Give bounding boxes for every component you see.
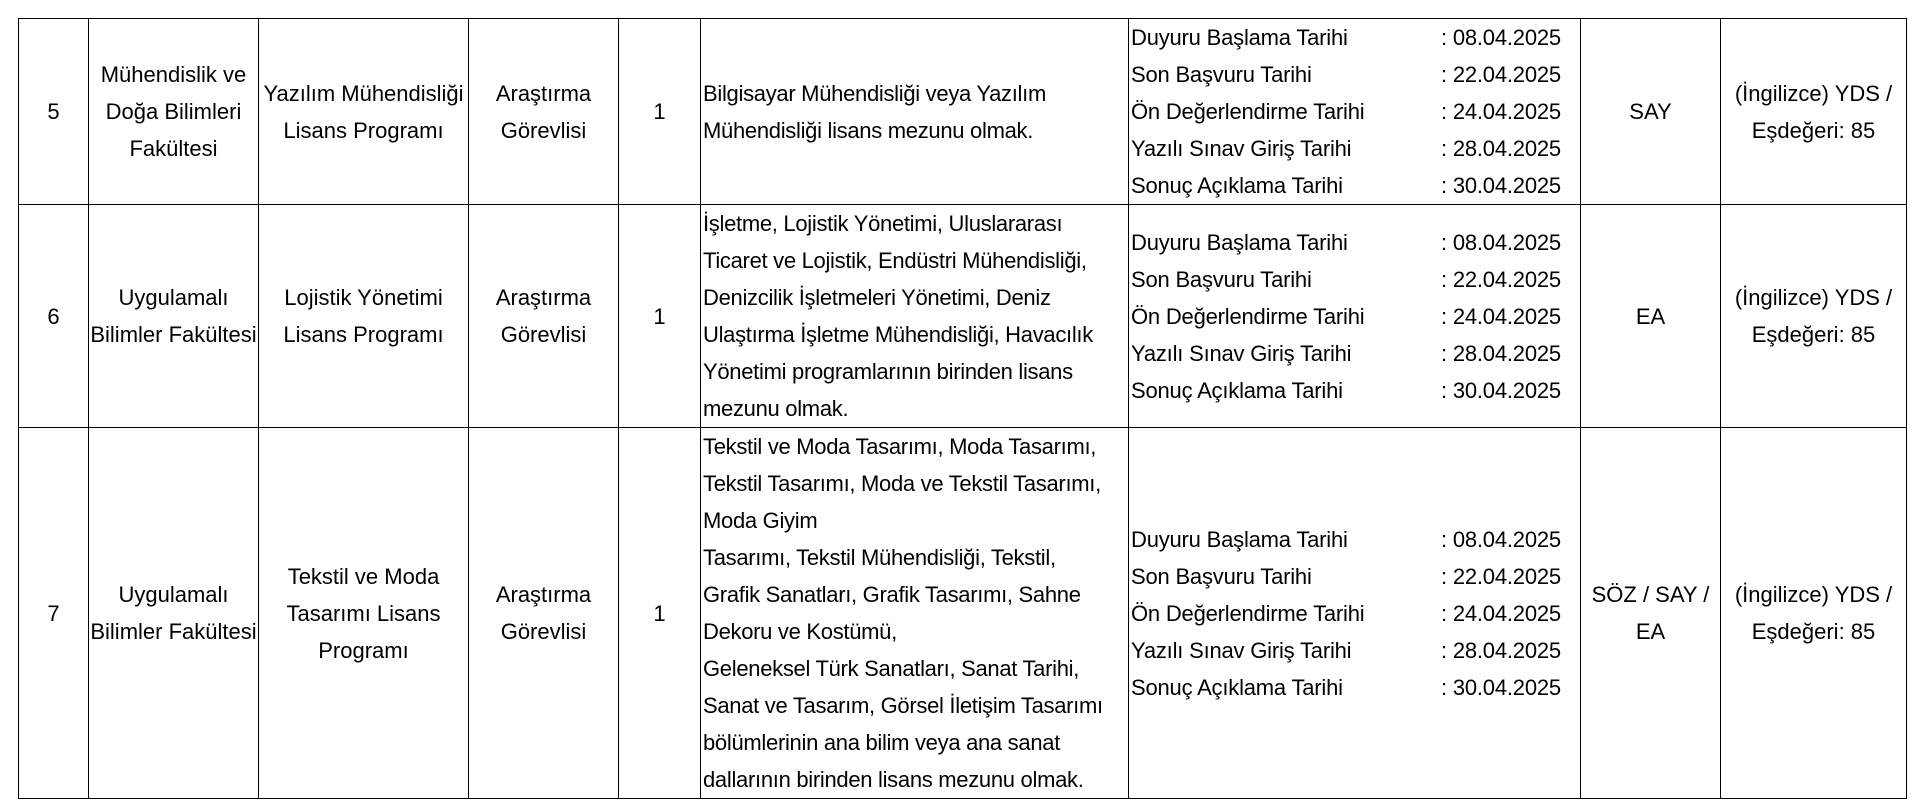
schedule-date-value: : 30.04.2025 [1441,173,1561,198]
faculty-cell-line: Bilimler Fakültesi [90,619,257,644]
faculty-cell-line: Fakültesi [129,136,218,161]
position-title-cell-line: Görevlisi [500,117,587,143]
faculty-cell-line: Doğa Bilimleri [105,99,242,124]
requirements-cell-line: Ticaret ve Lojistik, Endüstri Mühendisliği, [703,248,1087,273]
schedule-date-line [1131,558,1580,595]
schedule-date-line [1131,19,1580,56]
faculty-cell-line: Bilimler Fakültesi [90,322,257,347]
ales-score-type-cell-line: EA [1635,303,1666,329]
position-title-cell [469,19,619,205]
requirements-cell-line: Dekoru ve Kostümü, [703,619,897,644]
schedule-date-line [1131,56,1580,93]
language-requirement-cell-line: Eşdeğeri: 85 [1751,619,1876,644]
faculty-cell [89,19,259,205]
schedule-date-line [1131,298,1580,335]
position-count-cell: 1 [619,428,701,799]
schedule-date-label: Ön Değerlendirme Tarihi [1131,600,1365,626]
requirements-cell-line: Grafik Sanatları, Grafik Tasarımı, Sahne [703,582,1081,607]
ales-score-type-cell [1581,428,1721,799]
schedule-date-value: : 08.04.2025 [1441,25,1561,50]
position-title-cell-line: Araştırma [495,80,592,106]
requirements-cell-line: Tekstil ve Moda Tasarımı, Moda Tasarımı, [703,434,1097,459]
schedule-date-label: Son Başvuru Tarihi [1131,563,1312,589]
schedule-date-line [1131,372,1580,409]
schedule-date-label: Son Başvuru Tarihi [1131,266,1312,292]
requirements-cell-line: İşletme, Lojistik Yönetimi, Uluslararası [703,211,1063,236]
schedule-date-label: Ön Değerlendirme Tarihi [1131,99,1365,124]
schedule-date-value: : 30.04.2025 [1441,674,1561,700]
requirements-cell [701,19,1129,205]
requirements-cell-line: mezunu olmak. [703,396,849,421]
requirements-cell-line: Tekstil Tasarımı, Moda ve Tekstil Tasarımı, [703,471,1101,496]
schedule-date-value: : 22.04.2025 [1441,563,1561,589]
ales-score-type-cell [1581,205,1721,428]
schedule-date-label: Duyuru Başlama Tarihi [1131,229,1348,255]
faculty-cell-line: Uygulamalı [118,582,229,607]
requirements-cell-line: Mühendisliği lisans mezunu olmak. [703,117,1034,143]
schedule-date-value: : 24.04.2025 [1441,600,1561,626]
schedule-date-line [1131,632,1580,669]
requirements-cell-line: Geleneksel Türk Sanatları, Sanat Tarihi, [703,656,1080,681]
position-title-cell-line: Görevlisi [500,322,587,347]
position-title-cell-line: Araştırma [495,285,592,310]
schedule-date-line [1131,130,1580,167]
schedule-date-value: : 08.04.2025 [1441,229,1561,255]
language-requirement-cell-line: Eşdeğeri: 85 [1751,117,1876,143]
table-row [19,428,1907,799]
schedule-date-line [1131,261,1580,298]
language-requirement-cell-line: (İngilizce) YDS / [1734,80,1893,106]
program-cell-line: Yazılım Mühendisliği [263,80,464,106]
requirements-cell-line: bölümlerinin ana bilim veya ana sanat [703,730,1061,755]
program-cell-line: Tasarımı Lisans [286,600,441,626]
row-number-cell: 7 [19,428,89,799]
schedule-date-value: : 08.04.2025 [1441,526,1561,552]
schedule-date-value: : 22.04.2025 [1441,62,1561,87]
schedule-dates-cell [1129,19,1581,205]
position-title-cell-line: Görevlisi [500,619,587,644]
table-body [19,19,1907,799]
schedule-date-label: Duyuru Başlama Tarihi [1131,25,1348,50]
language-requirement-cell-line: (İngilizce) YDS / [1734,582,1893,607]
schedule-date-label: Sonuç Açıklama Tarihi [1131,674,1343,700]
ales-score-type-cell-line: SAY [1629,99,1672,124]
schedule-date-value: : 28.04.2025 [1441,637,1561,663]
program-cell-line: Programı [318,637,409,663]
requirements-cell-line: Ulaştırma İşletme Mühendisliği, Havacılık [703,322,1093,347]
requirements-cell-line: Denizcilik İşletmeleri Yönetimi, Deniz [703,285,1051,310]
program-cell [259,428,469,799]
schedule-date-value: : 28.04.2025 [1441,340,1561,366]
requirements-cell-line: Sanat ve Tasarım, Görsel İletişim Tasarımı [703,693,1103,718]
position-title-cell [469,428,619,799]
program-cell-line: Lisans Programı [283,322,444,347]
language-requirement-cell [1721,19,1907,205]
schedule-date-value: : 30.04.2025 [1441,377,1561,403]
language-requirement-cell [1721,428,1907,799]
program-cell-line: Tekstil ve Moda [287,563,440,589]
schedule-date-label: Sonuç Açıklama Tarihi [1131,377,1343,403]
schedule-date-value: : 24.04.2025 [1441,303,1561,329]
requirements-cell-line: dallarının birinden lisans mezunu olmak. [703,767,1084,792]
ales-score-type-cell-line: SÖZ / SAY / [1591,582,1710,607]
schedule-date-label: Son Başvuru Tarihi [1131,62,1312,87]
faculty-cell [89,205,259,428]
table-row [19,205,1907,428]
requirements-cell-line: Yönetimi programlarının birinden lisans [703,359,1073,384]
ales-score-type-cell-line: EA [1635,619,1666,644]
requirements-cell [701,428,1129,799]
faculty-cell [89,428,259,799]
schedule-date-label: Yazılı Sınav Giriş Tarihi [1131,340,1352,366]
position-count-cell: 1 [619,19,701,205]
program-cell [259,205,469,428]
schedule-date-line [1131,224,1580,261]
program-cell [259,19,469,205]
schedule-date-label: Yazılı Sınav Giriş Tarihi [1131,637,1352,663]
program-cell-line: Lisans Programı [283,117,444,143]
schedule-date-value: : 24.04.2025 [1441,99,1561,124]
schedule-date-line [1131,167,1580,204]
schedule-date-label: Yazılı Sınav Giriş Tarihi [1131,136,1352,161]
position-count-cell: 1 [619,205,701,428]
requirements-cell-line: Moda Giyim [703,508,818,533]
requirements-cell-line: Bilgisayar Mühendisliği veya Yazılım [703,80,1046,106]
schedule-date-value: : 28.04.2025 [1441,136,1561,161]
faculty-cell-line: Uygulamalı [118,285,229,310]
positions-table [18,18,1907,799]
row-number-cell: 5 [19,19,89,205]
faculty-cell-line: Mühendislik ve [100,62,247,87]
language-requirement-cell [1721,205,1907,428]
schedule-date-line [1131,595,1580,632]
schedule-dates-cell [1129,205,1581,428]
schedule-date-line [1131,669,1580,706]
language-requirement-cell-line: Eşdeğeri: 85 [1751,322,1876,347]
schedule-date-label: Sonuç Açıklama Tarihi [1131,173,1343,198]
requirements-cell-line: Tasarımı, Tekstil Mühendisliği, Tekstil, [703,545,1056,570]
schedule-date-label: Duyuru Başlama Tarihi [1131,526,1348,552]
schedule-date-line [1131,93,1580,130]
schedule-date-line [1131,521,1580,558]
ales-score-type-cell [1581,19,1721,205]
language-requirement-cell-line: (İngilizce) YDS / [1734,285,1893,310]
row-number-cell: 6 [19,205,89,428]
schedule-date-value: : 22.04.2025 [1441,266,1561,292]
schedule-dates-cell [1129,428,1581,799]
table-row [19,19,1907,205]
program-cell-line: Lojistik Yönetimi [284,285,443,310]
schedule-date-label: Ön Değerlendirme Tarihi [1131,303,1365,329]
schedule-date-line [1131,335,1580,372]
requirements-cell [701,205,1129,428]
position-title-cell [469,205,619,428]
position-title-cell-line: Araştırma [495,582,592,607]
